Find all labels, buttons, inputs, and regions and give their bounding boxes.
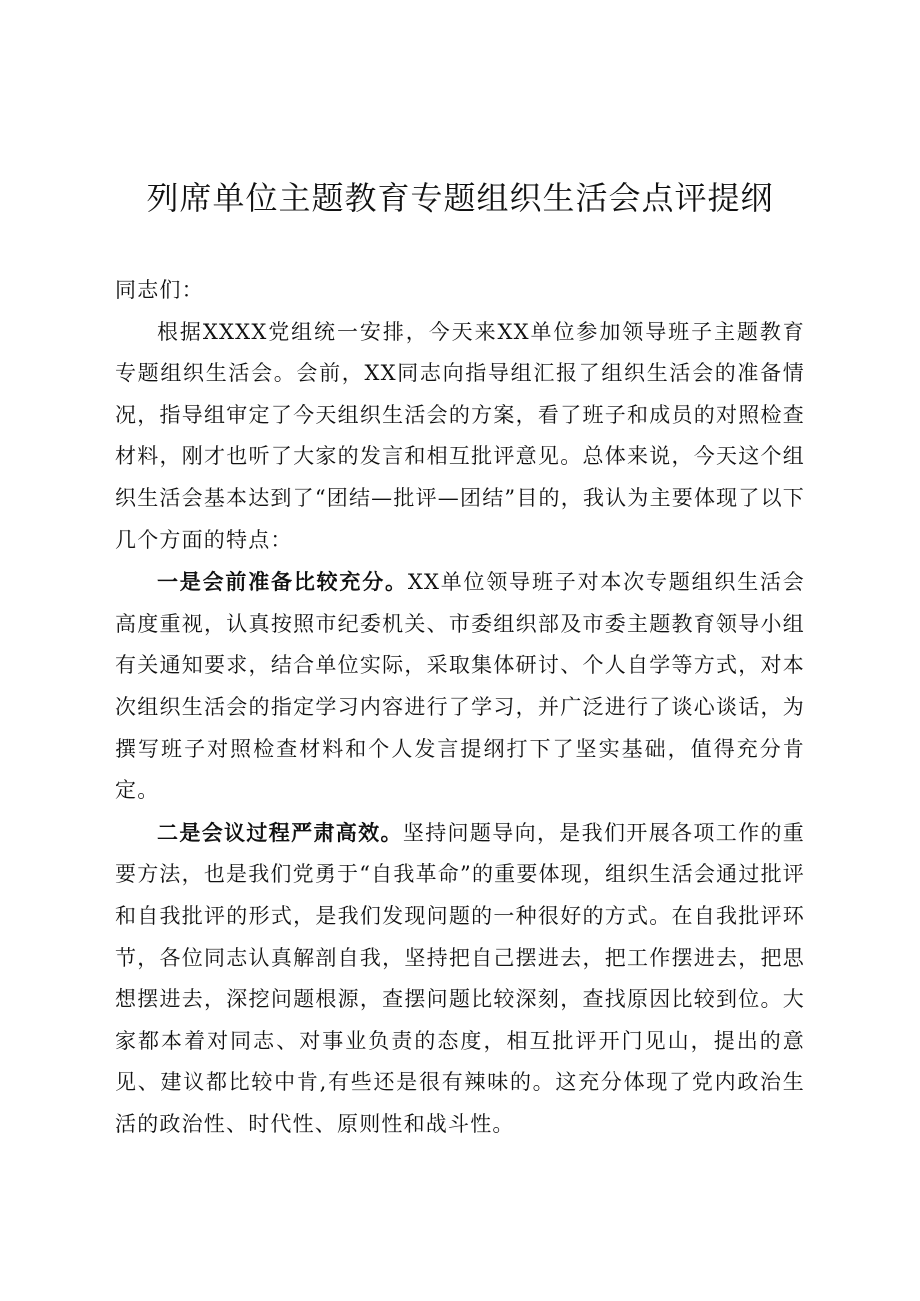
paragraph-preparation	[115, 561, 805, 812]
salutation: 同志们：	[115, 278, 204, 302]
paragraph-intro: 根据XXXX党组统一安排，今天来XX单位参加领导班子主题教育专题组织生活会。会前，XX同志向指导组汇报了组织生活会的准备情况，指导组审定了今天组织生活会的方案，看了班子和成员的对照检查材料，刚才也听了大家的发言和相互批评意见。总体来说，今天这个组织生活会基本达到了“团结—批评—团结”目的，我认为主要体现了以下几个方面的特点：	[115, 319, 805, 552]
document-body	[115, 270, 805, 1145]
paragraph-meeting-process-text: 坚持问题导向，是我们开展各项工作的重要方法，也是我们党勇于“自我革命”的重要体现，组织生活会通过批评和自我批评的形式，是我们发现问题的一种很好的方式。在自我批评环节，各位同志认真解剖自我，坚持把自己摆进去，把工作摆进去，把思想摆进去，深挖问题根源，查摆问题比较深刻，查找原因比较到位。大家都本着对同志、对事业负责的态度，相互批评开门见山，提出的意见、建议都比较中肯,有些还是很有辣味的。这充分体现了党内政治生活的政治性、时代性、原则性和战斗性。	[115, 820, 806, 1136]
document-title: 列席单位主题教育专题组织生活会点评提纲	[146, 179, 774, 217]
paragraph-preparation-text: XX单位领导班子对本次专题组织生活会高度重视，认真按照市纪委机关、市委组织部及市委主题教育领导小组有关通知要求，结合单位实际，采取集体研讨、个人自学等方式，对本次组织生活会的指定学习内容进行了学习，并广泛进行了谈心谈话，为撰写班子对照检查材料和个人发言提纲打下了坚实基础，值得充分肯定。	[115, 570, 806, 803]
paragraph-meeting-process-heading: 二是会议过程严肃高效。	[157, 819, 403, 845]
paragraph-meeting-process	[115, 812, 805, 1146]
paragraph-preparation-heading: 一是会前准备比较充分。	[157, 569, 408, 595]
